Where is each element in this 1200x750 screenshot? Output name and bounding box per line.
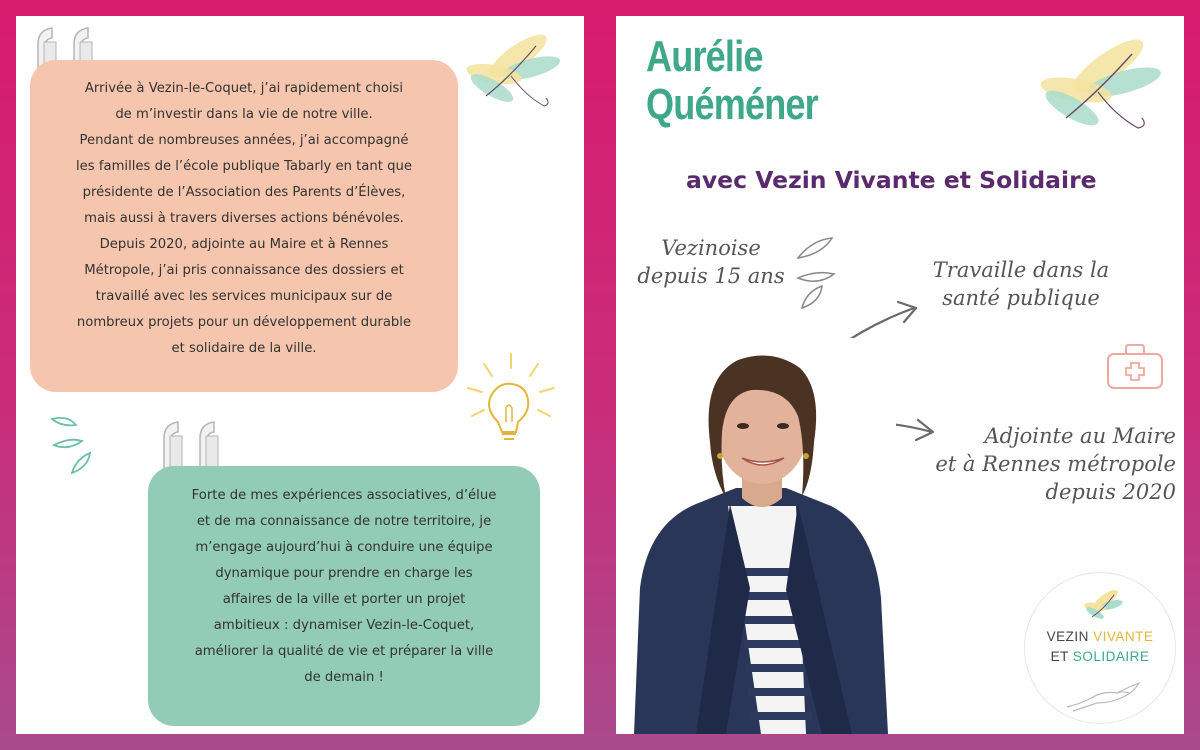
fact-resident-line: depuis 15 ans [637, 264, 785, 288]
fact-job [916, 256, 1126, 312]
dragonfly-icon [1080, 587, 1124, 625]
campaign-logo [1024, 572, 1176, 724]
intro-line: travaillé avec les services municipaux sur de [95, 289, 393, 304]
commitment-line: affaires de la ville et porter un projet [222, 592, 466, 607]
intro-line: mais aussi à travers diverses actions bénévoles. [84, 211, 404, 226]
logo-word-solidaire: SOLIDAIRE [1072, 649, 1150, 664]
first-name: Aurélie [646, 32, 763, 81]
left-panel [16, 16, 584, 734]
intro-line: les familles de l’école publique Tabarly en tant que [76, 159, 412, 174]
commitment-line: de demain ! [304, 670, 384, 685]
commitment-line: et de ma connaissance de notre territoire, je [196, 514, 492, 529]
last-name: Quéméner [646, 80, 818, 129]
fact-role-line: et à Rennes métropole [935, 452, 1176, 476]
logo-word-vezin: VEZIN [1046, 629, 1089, 644]
intro-line: présidente de l’Association des Parents d’Élèves, [82, 185, 406, 200]
intro-line: et solidaire de la ville. [171, 341, 317, 356]
first-aid-kit-icon [1104, 342, 1166, 392]
dragonfly-icon [1028, 30, 1168, 140]
logo-line-2 [1025, 649, 1175, 664]
fact-resident-line: Vezinoise [661, 236, 761, 260]
dragonfly-icon [456, 26, 566, 116]
logo-word-vivante: VIVANTE [1093, 629, 1154, 644]
commitment-line: m’engage aujourd’hui à conduire une équipe [195, 540, 493, 555]
leaf-icon [46, 411, 106, 481]
fact-resident [626, 234, 796, 290]
commitment-line: Forte de mes expériences associatives, d’élue [191, 488, 497, 503]
commitment-line: dynamique pour prendre en charge les [215, 566, 473, 581]
fact-job-line: Travaille dans la [932, 258, 1110, 282]
fact-role-line: depuis 2020 [1045, 480, 1176, 504]
fact-job-line: santé publique [942, 286, 1100, 310]
intro-line: Pendant de nombreuses années, j’ai accompagné [79, 133, 409, 148]
lightbulb-icon [456, 346, 566, 456]
intro-line: de m’investir dans la vie de notre ville. [115, 107, 373, 122]
intro-line: Depuis 2020, adjointe au Maire et à Rennes [99, 237, 389, 252]
intro-bubble [30, 60, 458, 392]
commitment-line: ambitieux : dynamiser Vezin-le-Coquet, [213, 618, 475, 633]
intro-line: Métropole, j’ai pris connaissance des dossiers et [84, 263, 404, 278]
intro-line: nombreux projets pour un développement durable [76, 315, 412, 330]
fact-role-line: Adjointe au Maire [984, 424, 1176, 448]
commitment-line: améliorer la qualité de vie et préparer la ville [194, 644, 494, 659]
commitment-bubble [148, 466, 540, 726]
right-panel [616, 16, 1184, 734]
campaign-tagline: avec Vezin Vivante et Solidaire [686, 166, 1097, 194]
candidate-photo [626, 338, 896, 734]
hand-icon [1063, 673, 1143, 713]
logo-line-1 [1025, 629, 1175, 644]
intro-line: Arrivée à Vezin-le-Coquet, j’ai rapidement choisi [84, 81, 404, 96]
fact-role [906, 422, 1176, 506]
logo-word-et: ET [1050, 649, 1069, 664]
